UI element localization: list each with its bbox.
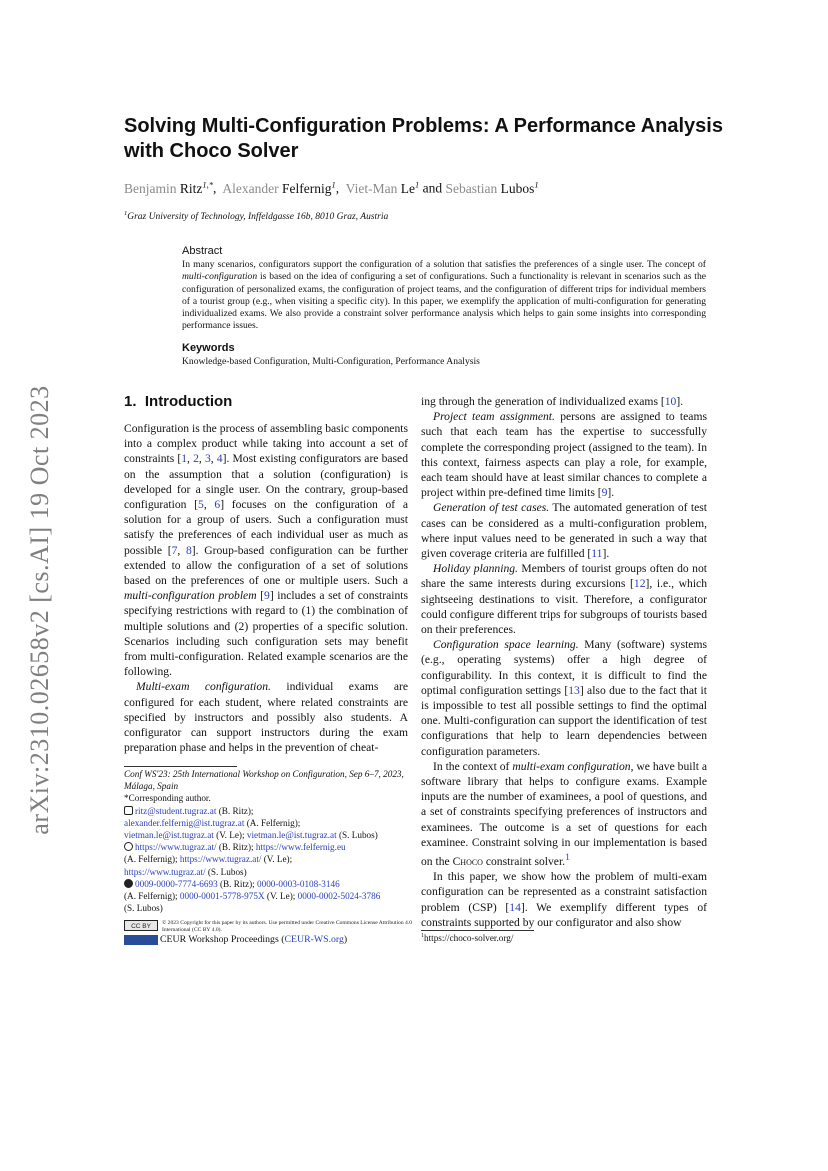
affiliation: $^1$Graz University of Technology, Inffeldgasse 16b, 8010 Graz, Austria	[124, 210, 389, 223]
right-paragraph-6: In this paper, we show how the problem of multi-exam configuration can be represented as a constraint satisfaction problem (CSP) [14]. We exemplify different types of constraints supported by our configurator and also show	[421, 870, 707, 929]
cc-by-badge: CC BY	[124, 920, 158, 931]
keywords-heading: Keywords	[182, 342, 235, 354]
citation-link[interactable]: 6	[214, 498, 221, 512]
intro-paragraph-2: Multi-exam configuration. individual exams are configured for each student, where related constraints are specified by instructors and possibly also students. A configurator can support instructors during the exam preparation phase and helps in the prevention of cheat-	[124, 680, 409, 755]
keywords	[182, 342, 706, 367]
conference-note: Conf WS'23: 25th International Workshop on Configuration, Sep 6–7, 2023, Málaga, Spain	[124, 769, 404, 792]
citation-link[interactable]: 4	[216, 452, 223, 466]
footnote-marker[interactable]: 1	[565, 852, 570, 864]
citation-link[interactable]: 12	[633, 577, 646, 591]
right-paragraph-5: In the context of multi-exam configuration, we have built a software library that helps to configure exams. Example inputs are the number of examinees, a pool of questions, and a set of constraints specifying preferences of instructors and examinees. The outcome is a set of questions for each examinee. Constraint solving in our implementation is based on the Choco constraint solver.$^1$	[421, 759, 707, 868]
citation-link[interactable]: 7	[171, 543, 178, 557]
web-link[interactable]: https://www.tugraz.at/	[179, 854, 262, 865]
keywords-text: Knowledge-based Configuration, Multi-Configuration, Performance Analysis	[182, 356, 480, 367]
citation-link[interactable]: 5	[198, 498, 204, 512]
corresponding-note: *Corresponding author.	[124, 793, 211, 804]
right-paragraph-4: Configuration space learning. Many (software) systems (e.g., operating systems) offer a high degree of configurability. In this context, it is difficult to find the optimal configuration settings [13] also due to the fact that it is impossible to test all possible settings to find the optimal one. Multi-configuration can support the identification of test configurations that help to learn dependencies between configuration parameters.	[421, 638, 707, 758]
web-link[interactable]: https://www.tugraz.at/	[124, 866, 206, 877]
orcid-icon	[124, 879, 133, 888]
citation-link[interactable]: 1	[181, 452, 188, 466]
orcid-link[interactable]: 0000-0003-0108-3146	[257, 878, 340, 889]
ceur-link[interactable]: CEUR-WS.org	[284, 934, 344, 945]
abstract-heading: Abstract	[182, 245, 223, 257]
right-column	[421, 394, 707, 930]
right-paragraph-2: Generation of test cases. The automated generation of test cases can be considered as a multi-configuration problem, where input values need to be generated in such a way that given coverage criteria are fulfilled [11].	[421, 501, 707, 561]
right-paragraph-0: ing through the generation of individualized exams [10].	[421, 395, 684, 408]
author-3: Viet-Man Le$^1$	[345, 179, 420, 196]
email-link[interactable]: alexander.felfernig@ist.tugraz.at	[124, 817, 245, 828]
citation-link[interactable]: 2	[193, 452, 199, 466]
license-text: © 2023 Copyright for this paper by its authors. Use permitted under Creative Commons License Attribution 4.0 International (CC BY 4.0).	[162, 920, 413, 933]
citation-link[interactable]: 8	[185, 543, 192, 557]
author-list: Benjamin Ritz$^{1,*}$, Alexander Felfernig$^1$, Viet-Man Le$^1$ and Sebastian Lubos$^1$	[124, 179, 539, 196]
choco-link[interactable]: https://choco-solver.org/	[424, 933, 514, 944]
footnote-rule	[124, 766, 237, 767]
footnotes-left: Conf WS'23: 25th International Workshop on Configuration, Sep 6–7, 2023, Málaga, Spain *Corresponding author. ritz@student.tugraz.at (B. Ritz); alexander.felfernig@ist.tugraz.at (A. Felfernig); vietman.le@ist.tugraz.at (V. Le); vietman.le@ist.tugraz.at (S. Lubos) https://www.tugraz.at/ (B. Ritz); https://www.felfernig.eu (A. Felfernig); https://www.tugraz.at/ (V. Le); https://www.tugraz.at/ (S. Lubos) 0009-0000-7774-6693 (B. Ritz); 0000-0003-0108-3146 (A. Felfernig); 0000-0001-5778-975X (V. Le); 0000-0002-5024-3786 (S. Lubos)	[124, 768, 414, 914]
footnote-right: $^1$https://choco-solver.org/	[421, 933, 514, 944]
right-paragraph-3: Holiday planning. Members of tourist groups often do not share the same interests during excursions [12], i.e., which sightseeing destinations to visit. Therefore, a configurator could configure different trips for subgroups of tourists based on their preferences.	[421, 562, 708, 637]
orcid-link[interactable]: 0000-0002-5024-3786	[297, 891, 381, 902]
abstract-text: In many scenarios, configurators support the configuration of a solution that satisfies the preferences of a single user. The concept of multi-configuration is based on the idea of configuring a set of configurations. Such a functionality is relevant in scenarios such as the configuration of personalized exams, the configuration of project teams, and the configuration of different trips for individual members of a tourist group (e.g., when visiting a specific city). In this paper, we exemplify the application of multi-configuration for generating individualized exams. We also provide a constraint solver performance analysis which helps to gain some insights into corresponding performance issues.	[182, 259, 706, 332]
license-row	[124, 920, 424, 931]
citation-link[interactable]: 10	[664, 395, 677, 408]
citation-link[interactable]: 13	[568, 683, 580, 697]
email-link[interactable]: ritz@student.tugraz.at	[135, 805, 217, 816]
citation-link[interactable]: 14	[509, 900, 521, 914]
web-link[interactable]: https://www.tugraz.at/	[135, 842, 217, 853]
citation-link[interactable]: 11	[591, 547, 603, 561]
citation-link[interactable]: 3	[204, 452, 211, 466]
paper-title: Solving Multi-Configuration Problems: A Performance Analysis with Choco Solver	[124, 115, 723, 162]
citation-link[interactable]: 9	[601, 486, 608, 500]
footnote-rule-right	[421, 930, 534, 931]
section-heading-introduction: 1. Introduction	[124, 393, 233, 410]
left-column	[124, 421, 408, 755]
ceur-row: CEUR Workshop Proceedings (CEUR-WS.org)	[124, 934, 347, 945]
author-4: Sebastian Lubos$^1$	[445, 179, 539, 196]
orcid-link[interactable]: 0009-0000-7774-6693	[135, 878, 218, 889]
web-link[interactable]: https://www.felfernig.eu	[255, 842, 346, 853]
intro-paragraph-1: Configuration is the process of assembling basic components into a complex product while taking into account a set of constraints [1, 2, 3, 4]. Most existing configurators are based on the assumption that a solution (configuration) is developed for a single user. On the contrary, group-based configuration [5, 6] focuses on the configuration of a solution for a group of users. Such a configuration must satisfy the preferences of each individual user as much as possible [7, 8]. Group-based configuration can be further extended to allow the configuration of a set of solutions based on the preferences of one or multiple users. Such a multi-configuration problem [9] includes a set of constraints specifying restrictions with regard to (1) the combination of multiple solutions and (2) properties of a specific solution. Scenarios including such configuration sets may benefit from multi-configuration. Related example scenarios are the following.	[124, 422, 409, 679]
email-link[interactable]: vietman.le@ist.tugraz.at	[246, 830, 337, 841]
citation-link[interactable]: 9	[264, 589, 270, 603]
globe-icon	[124, 842, 133, 851]
author-2: Alexander Felfernig$^1$	[222, 179, 336, 196]
abstract	[182, 245, 706, 333]
author-1: Benjamin Ritz$^{1,*}$	[124, 179, 213, 196]
arxiv-stamp: arXiv:2310.02658v2 [cs.AI] 19 Oct 2023	[25, 385, 54, 835]
right-paragraph-1: Project team assignment. persons are assigned to teams such that each team has the expertise to successfully complete the corresponding project (assigned to the team). In this context, fairness aspects can play a role, for example, each team should have at least similar chances to complete a project within pre-defined time limits [9].	[421, 410, 707, 500]
email-link[interactable]: vietman.le@ist.tugraz.at	[124, 830, 214, 841]
email-icon	[124, 806, 133, 815]
ceur-logo-icon	[124, 935, 158, 945]
orcid-link[interactable]: 0000-0001-5778-975X	[179, 891, 265, 902]
